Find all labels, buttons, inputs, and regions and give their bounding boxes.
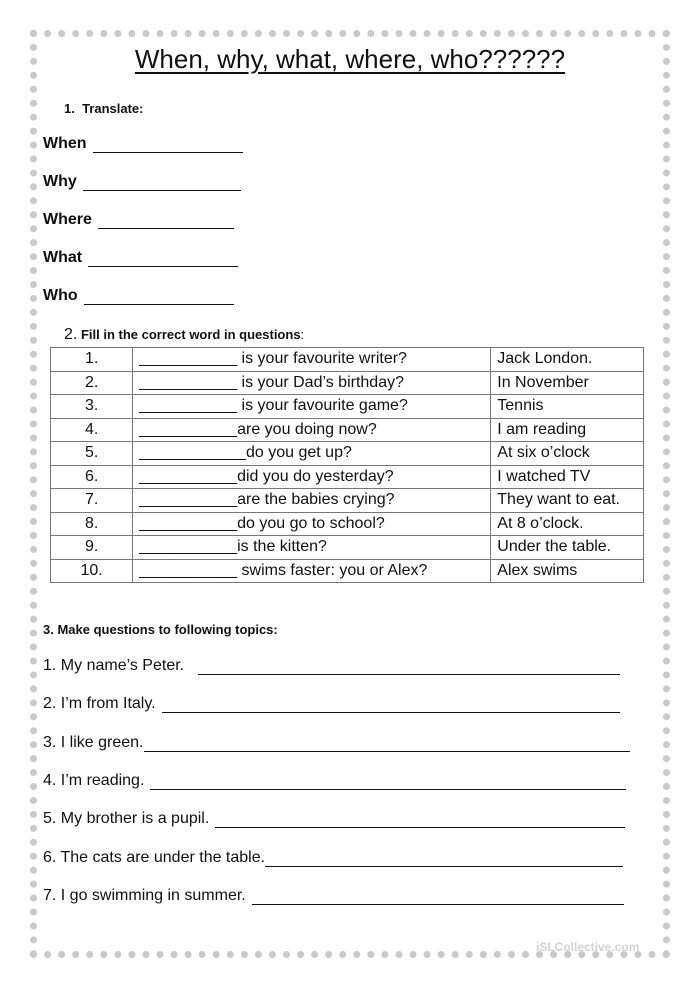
row-number: 2. bbox=[51, 371, 133, 395]
question-cell[interactable]: ____________do you get up? bbox=[133, 442, 491, 466]
table-row bbox=[51, 512, 644, 536]
answer-cell: I watched TV bbox=[491, 465, 644, 489]
translate-row-when bbox=[43, 135, 243, 153]
section-2-colon: : bbox=[300, 327, 305, 342]
table-row bbox=[51, 536, 644, 560]
answer-cell: At 8 o’clock. bbox=[491, 512, 644, 536]
answer-cell: Jack London. bbox=[491, 348, 644, 372]
table-row bbox=[51, 465, 644, 489]
watermark-text: iSLCollective.com bbox=[536, 940, 640, 954]
answer-line[interactable] bbox=[198, 660, 620, 675]
section-1-number: 1. bbox=[64, 101, 75, 116]
table-row bbox=[51, 559, 644, 583]
answer-blank[interactable] bbox=[98, 214, 234, 229]
table-row bbox=[51, 418, 644, 442]
section-1-title: Translate: bbox=[82, 101, 144, 116]
table-row bbox=[51, 489, 644, 513]
answer-line[interactable] bbox=[265, 852, 623, 867]
question-cell[interactable]: ___________is the kitten? bbox=[133, 536, 491, 560]
section-2-heading bbox=[64, 326, 304, 344]
row-number: 4. bbox=[51, 418, 133, 442]
answer-line[interactable] bbox=[215, 813, 625, 828]
row-number: 6. bbox=[51, 465, 133, 489]
translate-row-where bbox=[43, 211, 234, 229]
question-cell[interactable]: ___________ swims faster: you or Alex? bbox=[133, 559, 491, 583]
answer-cell: I am reading bbox=[491, 418, 644, 442]
section-2-number: 2. bbox=[64, 326, 78, 343]
translate-word: Why bbox=[43, 173, 77, 190]
row-number: 9. bbox=[51, 536, 133, 560]
question-cell[interactable]: ___________ is your favourite game? bbox=[133, 395, 491, 419]
row-number: 7. bbox=[51, 489, 133, 513]
answer-blank[interactable] bbox=[93, 138, 243, 153]
section-2-title: Fill in the correct word in questions bbox=[80, 327, 301, 342]
statement-text: 1. My name’s Peter. bbox=[43, 657, 185, 674]
question-cell[interactable]: ___________did you do yesterday? bbox=[133, 465, 491, 489]
answer-line[interactable] bbox=[150, 775, 626, 790]
question-row-2 bbox=[43, 695, 620, 713]
statement-text: 4. I’m reading. bbox=[43, 772, 145, 789]
answer-cell: At six o’clock bbox=[491, 442, 644, 466]
answer-line[interactable] bbox=[162, 698, 620, 713]
translate-row-who bbox=[43, 287, 234, 305]
statement-text: 6. The cats are under the table. bbox=[43, 849, 266, 866]
statement-text: 5. My brother is a pupil. bbox=[43, 810, 210, 827]
question-cell[interactable]: ___________are you doing now? bbox=[133, 418, 491, 442]
statement-text: 2. I’m from Italy. bbox=[43, 695, 156, 712]
translate-row-what bbox=[43, 249, 238, 267]
translate-row-why bbox=[43, 173, 241, 191]
worksheet-title: When, why, what, where, who?????? bbox=[134, 44, 566, 74]
answer-cell: Tennis bbox=[491, 395, 644, 419]
table-row bbox=[51, 395, 644, 419]
question-row-6 bbox=[43, 849, 623, 867]
row-number: 3. bbox=[51, 395, 133, 419]
row-number: 5. bbox=[51, 442, 133, 466]
question-row-4 bbox=[43, 772, 626, 790]
question-row-1 bbox=[43, 657, 620, 675]
answer-blank[interactable] bbox=[83, 176, 241, 191]
answer-line[interactable] bbox=[144, 737, 630, 752]
table-row bbox=[51, 371, 644, 395]
answer-blank[interactable] bbox=[84, 290, 234, 305]
question-cell[interactable]: ___________do you go to school? bbox=[133, 512, 491, 536]
row-number: 8. bbox=[51, 512, 133, 536]
question-cell[interactable]: ___________are the babies crying? bbox=[133, 489, 491, 513]
answer-line[interactable] bbox=[252, 890, 624, 905]
answer-cell: Under the table. bbox=[491, 536, 644, 560]
section-3-heading: 3. Make questions to following topics: bbox=[43, 622, 278, 637]
table-row bbox=[51, 348, 644, 372]
answer-cell: In November bbox=[491, 371, 644, 395]
fill-in-table bbox=[50, 347, 644, 583]
statement-text: 7. I go swimming in summer. bbox=[43, 887, 246, 904]
question-cell[interactable]: ___________ is your favourite writer? bbox=[133, 348, 491, 372]
translate-word: When bbox=[43, 135, 87, 152]
translate-word: Who bbox=[43, 287, 78, 304]
row-number: 10. bbox=[51, 559, 133, 583]
translate-word: Where bbox=[43, 211, 92, 228]
statement-text: 3. I like green. bbox=[43, 734, 144, 751]
answer-cell: They want to eat. bbox=[491, 489, 644, 513]
question-row-3 bbox=[43, 734, 630, 752]
answer-blank[interactable] bbox=[88, 252, 238, 267]
question-cell[interactable]: ___________ is your Dad’s birthday? bbox=[133, 371, 491, 395]
question-row-7 bbox=[43, 887, 624, 905]
row-number: 1. bbox=[51, 348, 133, 372]
question-row-5 bbox=[43, 810, 625, 828]
translate-word: What bbox=[43, 249, 83, 266]
table-row bbox=[51, 442, 644, 466]
answer-cell: Alex swims bbox=[491, 559, 644, 583]
section-1-heading bbox=[64, 101, 144, 116]
